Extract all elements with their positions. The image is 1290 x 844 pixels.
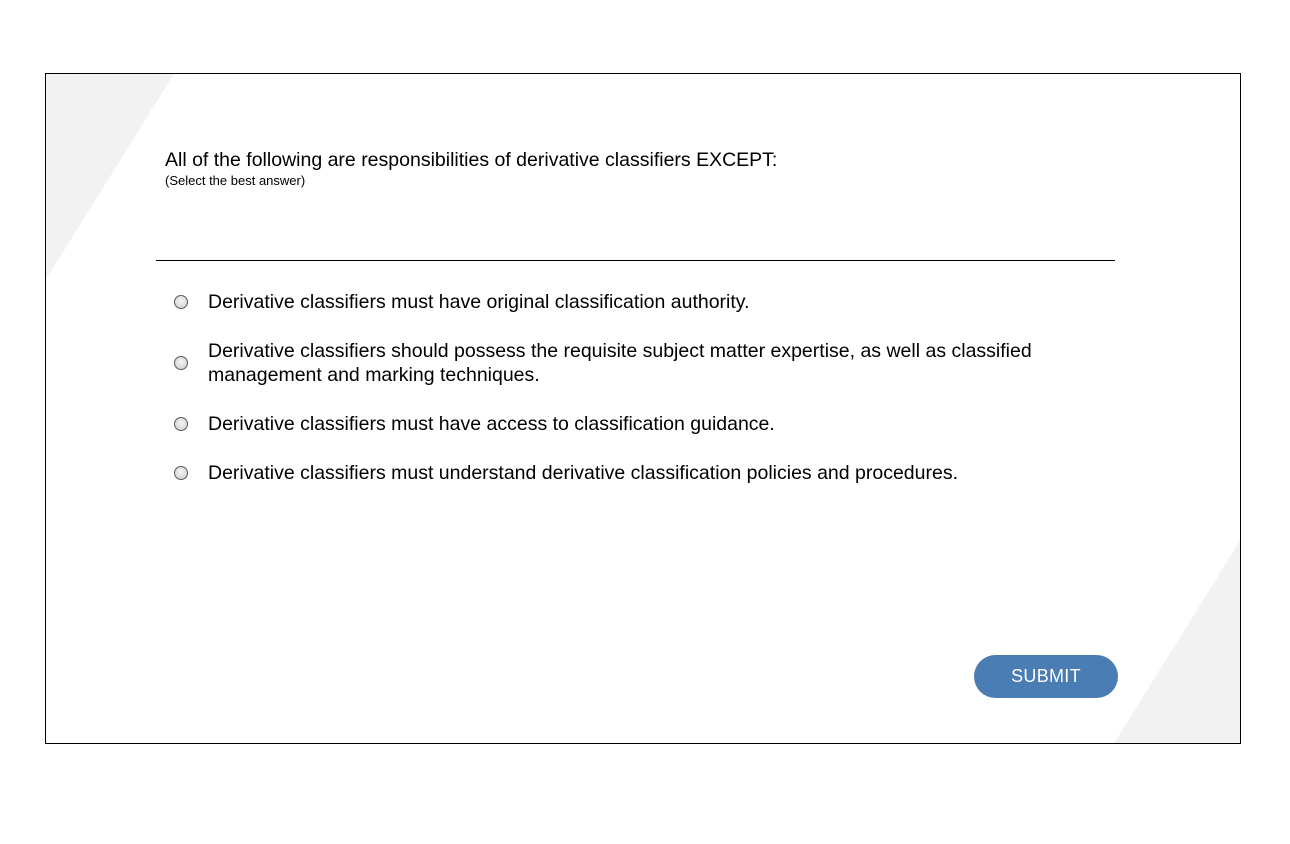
submit-button[interactable]: SUBMIT [974, 655, 1118, 698]
question-text: All of the following are responsibilities of derivative classifiers EXCEPT: [165, 149, 778, 171]
option-label: Derivative classifiers must understand derivative classification policies and procedures. [208, 462, 959, 484]
bottom-right-decoration [1114, 541, 1240, 743]
option-label: Derivative classifiers must have access to classification guidance. [208, 413, 775, 435]
option-label: Derivative classifiers should possess the requisite subject matter expertise, as well as classified management and marking techniques. [208, 340, 1032, 386]
answer-option-3[interactable] [174, 412, 1038, 436]
option-label: Derivative classifiers must have original classification authority. [208, 291, 750, 313]
top-left-decoration [46, 74, 174, 279]
radio-button[interactable] [174, 417, 188, 431]
answer-option-2[interactable] [174, 339, 1038, 387]
quiz-panel [45, 73, 1241, 744]
answer-option-4[interactable] [174, 461, 1038, 485]
question-instruction: (Select the best answer) [165, 173, 306, 188]
radio-button[interactable] [174, 356, 188, 370]
divider [156, 260, 1115, 261]
radio-button[interactable] [174, 295, 188, 309]
radio-button[interactable] [174, 466, 188, 480]
answer-option-1[interactable] [174, 290, 1038, 314]
